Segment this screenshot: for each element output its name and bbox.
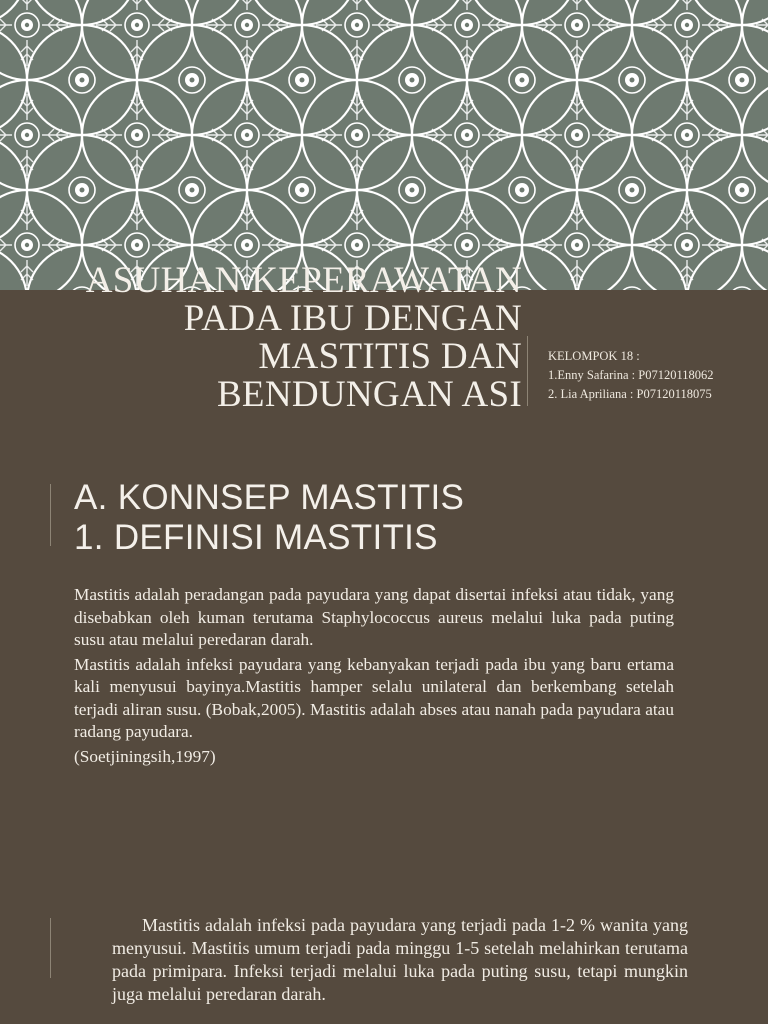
slide3-paragraph: Mastitis adalah infeksi pada payudara yang terjadi pada 1-2 % wanita yang menyusui. Mastitis umum terjadi pada minggu 1-5 setelah melahirkan terutama pada primipara. Infeksi terjadi melalui luka pada puting susu, tetapi mungkin juga melalui peredaran darah. [112, 915, 688, 1004]
section-heading-line-1: A. KONNSEP MASTITIS [74, 478, 465, 517]
heading-divider [50, 484, 51, 546]
title-divider [527, 336, 528, 406]
group-label: KELOMPOK 18 : [548, 349, 640, 363]
definition-citation: (Soetjiningsih,1997) [74, 746, 216, 766]
member-2: 2. Lia Apriliana : P07120118075 [548, 387, 712, 401]
member-1: 1.Enny Safarina : P07120118062 [548, 368, 714, 382]
batik-pattern-banner [0, 0, 768, 290]
group-info [548, 347, 714, 404]
slide-title-line-4: BENDUNGAN ASI [216, 374, 522, 415]
slide3-divider [50, 918, 51, 978]
slide-title-line-3: MASTITIS DAN [258, 336, 522, 377]
definition-body [74, 584, 674, 770]
slide-title [20, 262, 522, 428]
definition-paragraph-1: Mastitis adalah peradangan pada payudara yang dapat disertai infeksi atau tidak, yang disebabkan oleh kuman terutama Staphylococcus aureus melalui luka pada puting susu atau melalui peredaran darah. [74, 585, 674, 649]
definition-paragraph-2: Mastitis adalah infeksi payudara yang kebanyakan terjadi pada ibu yang baru ertama kali menyusui bayinya.Mastitis hamper selalu unilateral dan berkembang setelah terjadi aliran susu. (Bobak,2005). Mastitis adalah abses atau nanah pada payudara atau radang payudara. [74, 654, 674, 741]
slide-title-line-1: ASUHAN KEPERAWATAN [85, 262, 522, 301]
slide-title-line-2: PADA IBU DENGAN [183, 298, 522, 339]
section-heading-line-2: 1. DEFINISI MASTITIS [74, 518, 438, 557]
section-heading [74, 478, 464, 558]
